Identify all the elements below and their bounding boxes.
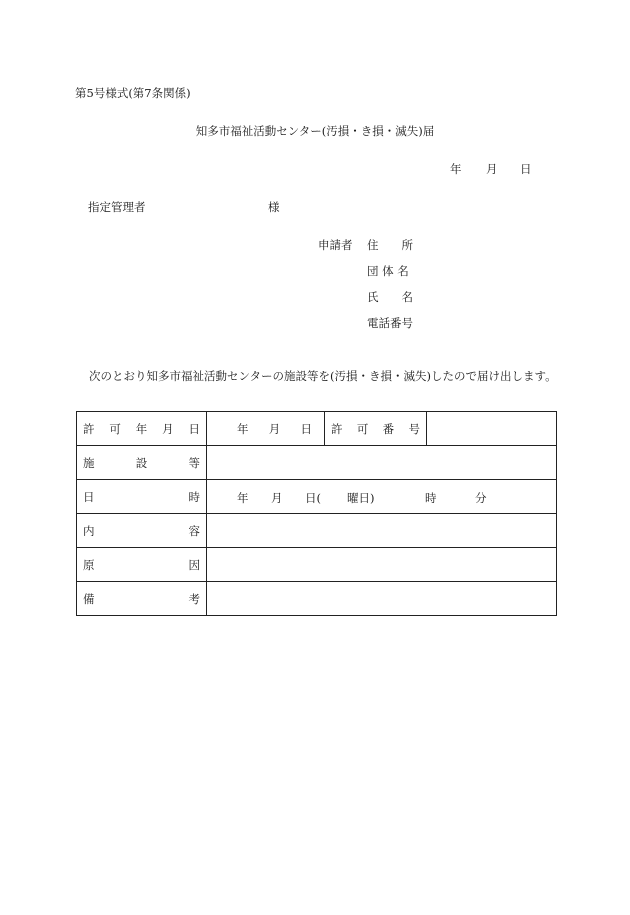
facility-header [77, 446, 207, 480]
date-year-label: 年 [450, 162, 462, 176]
addressee-label: 指定管理者 [88, 200, 146, 214]
field-unit: 年 [237, 421, 249, 436]
remarks-field[interactable] [207, 582, 557, 616]
permit-date-header [77, 412, 207, 446]
content-field[interactable] [207, 514, 557, 548]
permit-number-field[interactable] [427, 412, 557, 446]
header-char: 番 [382, 421, 395, 436]
header-char: 時 [188, 489, 200, 504]
table-row [77, 582, 557, 616]
datetime-field[interactable] [207, 480, 557, 514]
document-title: 知多市福祉活動センター(汚損・き損・滅失)届 [195, 124, 435, 138]
header-char: 許 [83, 421, 95, 436]
header-char: 日 [188, 421, 200, 436]
applicant-address-label: 住 所 [367, 238, 413, 252]
header-char: 日 [83, 489, 95, 504]
date-day-label: 日 [520, 162, 532, 176]
cause-header [77, 548, 207, 582]
form-number: 第5号様式(第7条関係) [75, 86, 191, 100]
report-table [76, 411, 557, 616]
header-char: 号 [408, 421, 420, 436]
table-row [77, 446, 557, 480]
table-row [77, 514, 557, 548]
permit-number-header [325, 412, 427, 446]
remarks-header [77, 582, 207, 616]
header-char: 施 [83, 455, 95, 470]
field-unit: 日 [300, 421, 312, 436]
datetime-header [77, 480, 207, 514]
applicant-phone-label: 電話番号 [367, 316, 413, 330]
header-char: 原 [83, 557, 95, 572]
header-char: 許 [331, 421, 343, 436]
header-char: 可 [109, 421, 121, 436]
applicant-label: 申請者 [318, 238, 353, 252]
header-char: 年 [135, 421, 148, 436]
table-row [77, 412, 557, 446]
field-unit: 曜日) [347, 490, 375, 505]
date-month-label: 月 [486, 162, 498, 176]
table-row [77, 480, 557, 514]
field-unit: 月 [271, 490, 283, 505]
header-char: 備 [83, 591, 95, 606]
field-unit: 月 [268, 421, 281, 436]
cause-field[interactable] [207, 548, 557, 582]
header-char: 容 [188, 523, 200, 538]
header-char: 内 [83, 523, 95, 538]
permit-date-field[interactable] [207, 412, 325, 446]
header-char: 月 [162, 421, 174, 436]
field-unit: 分 [475, 490, 487, 505]
content-header [77, 514, 207, 548]
header-char: 設 [135, 455, 148, 470]
body-text: 次のとおり知多市福祉活動センターの施設等を(汚損・き損・滅失)したので届け出します。 [89, 369, 557, 383]
applicant-group-label: 団 体 名 [367, 264, 409, 278]
addressee-honorific: 様 [268, 200, 280, 214]
header-char: 等 [188, 455, 200, 470]
applicant-name-label: 氏 名 [367, 290, 413, 304]
facility-field[interactable] [207, 446, 557, 480]
field-unit: 年 [237, 490, 249, 505]
header-char: 因 [188, 557, 200, 572]
field-unit: 日( [305, 490, 321, 505]
header-char: 可 [356, 421, 369, 436]
table-row [77, 548, 557, 582]
field-unit: 時 [425, 490, 437, 505]
header-char: 考 [188, 591, 200, 606]
